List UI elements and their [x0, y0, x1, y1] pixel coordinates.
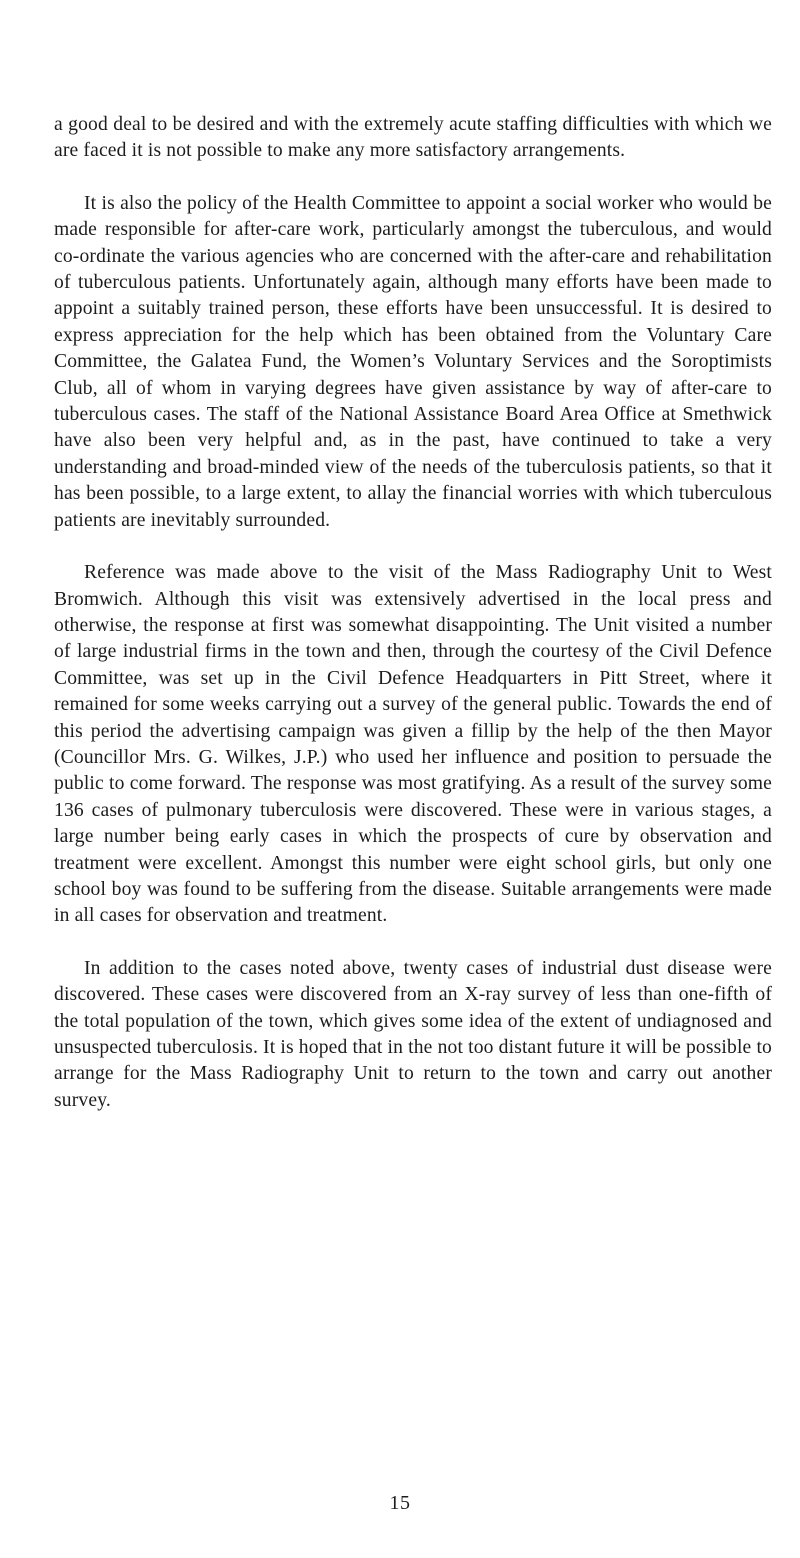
- paragraph-social-worker: It is also the policy of the Health Committee to appoint a social worker who would be made responsible for after-care work, particularly amongst the tuberculous, and would co-ordinate the various agencies who are concerned with the after-care and rehabilitation of tuberculous patients. Unfortunately again, although many efforts have been made to appoint a suitably trained person, these efforts have been unsuccessful. It is desired to express appreciation for the help which has been obtained from the Voluntary Care Committee, the Galatea Fund, the Women’s Voluntary Services and the Soroptimists Club, all of whom in varying degrees have given assistance by way of after-care to tuberculous cases. The staff of the National Assistance Board Area Office at Smethwick have also been very helpful and, as in the past, have continued to take a very understanding and broad-minded view of the needs of the tuberculosis patients, so that it has been possible, to a large extent, to allay the financial worries with which tuberculous patients are inevitably surrounded.: [54, 192, 772, 531]
- paragraph-continuation: a good deal to be desired and with the extremely acute staffing difficulties with which we are faced it is not possible to make any more satisfactory arrangements.: [54, 114, 772, 162]
- paragraph-industrial-dust: In addition to the cases noted above, twenty cases of industrial dust disease were discovered. These cases were discovered from an X-ray survey of less than one-fifth of the total population of the town, which gives some idea of the extent of undiagnosed and unsuspected tuberculosis. It is hoped that in the not too distant future it will be possible to arrange for the Mass Radiography Unit to return to the town and carry out another survey.: [54, 957, 772, 1111]
- document-page: [54, 112, 772, 1114]
- page-number: 15: [389, 1492, 411, 1514]
- paragraph-mass-radiography: Reference was made above to the visit of the Mass Radiography Unit to West Bromwich. Although this visit was extensively advertised in the local press and otherwise, the response at first was somewhat disappointing. The Unit visited a number of large industrial firms in the town and then, through the courtesy of the Civil Defence Committee, was set up in the Civil Defence Headquarters in Pitt Street, where it remained for some weeks carrying out a survey of the general public. Towards the end of this period the advertising campaign was given a fillip by the help of the then Mayor (Councillor Mrs. G. Wilkes, J.P.) who used her influence and position to persuade the public to come forward. The response was most gratifying. As a result of the survey some 136 cases of pulmonary tuberculosis were discovered. These were in various stages, a large number being early cases in which the prospects of cure by observation and treatment were excellent. Amongst this number were eight school girls, but only one school boy was found to be suffering from the disease. Suitable arrangements were made in all cases for observation and treatment.: [54, 562, 772, 927]
